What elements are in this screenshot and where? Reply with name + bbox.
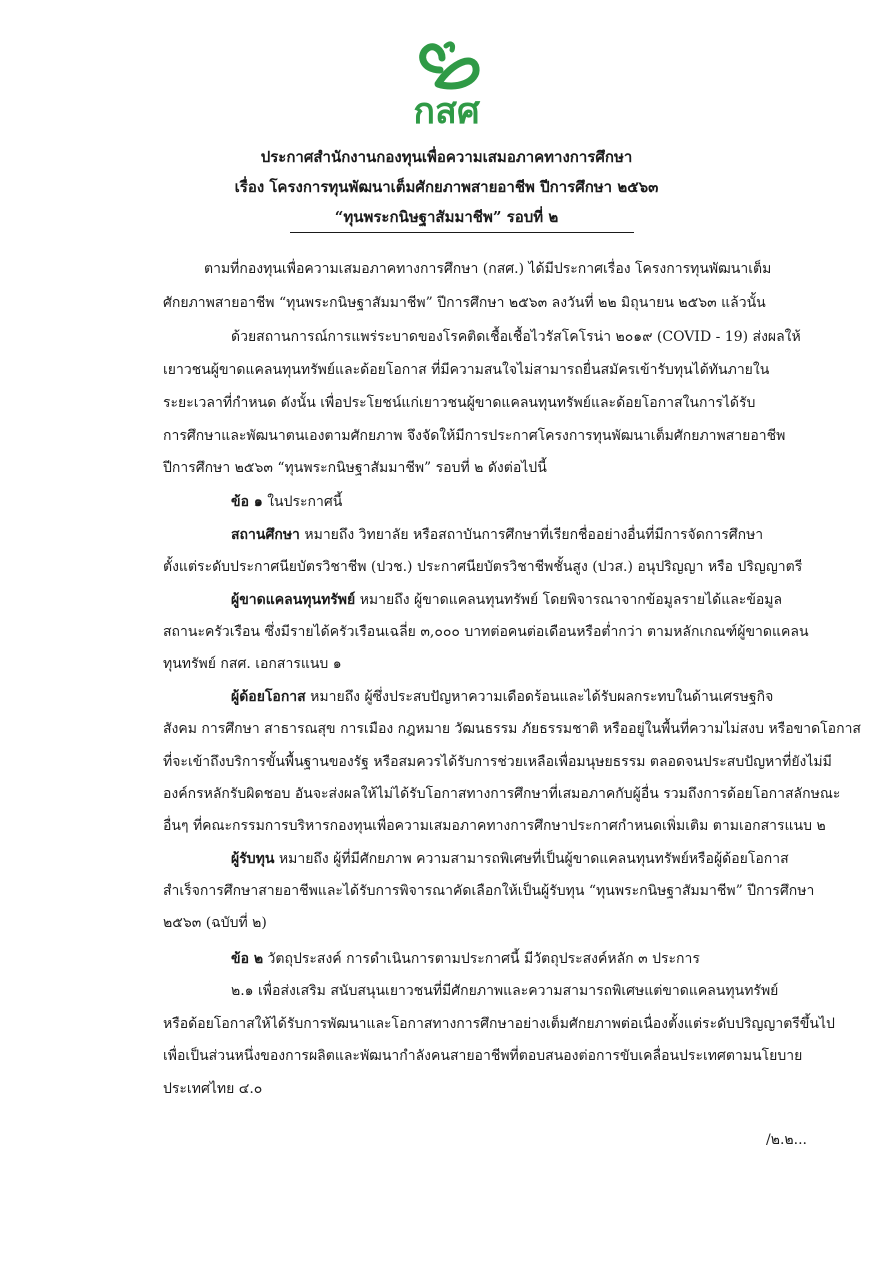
paragraph-line: ระยะเวลาที่กำหนด ดังนั้น เพื่อประโยชน์แก่เยาวชนผู้ขาดแคลนทุนทรัพย์และด้อยโอกาสในการได้รับ — [163, 395, 756, 411]
paragraph-line: ตามที่กองทุนเพื่อความเสมอภาคทางการศึกษา (กสศ.) ได้มีประกาศเรื่อง โครงการทุนพัฒนาเต็ม — [204, 261, 772, 277]
logo-text: กสศ — [413, 91, 480, 132]
definition-term: สถานศึกษา — [231, 527, 300, 543]
definition-poor — [231, 590, 782, 610]
paragraph-line: ศักยภาพสายอาชีพ “ทุนพระกนิษฐาสัมมาชีพ” ปีการศึกษา ๒๕๖๓ ลงวันที่ ๒๒ มิถุนายน ๒๕๖๓ แล้วนั้น — [163, 295, 766, 311]
clause-number: ข้อ ๑ — [231, 494, 263, 510]
paragraph-line: ทุนทรัพย์ กสศ. เอกสารแนบ ๑ — [163, 656, 342, 672]
paragraph-line: สำเร็จการศึกษาสายอาชีพและได้รับการพิจารณาคัดเลือกให้เป็นผู้รับทุน “ทุนพระกนิษฐาสัมมาชีพ” ปีการศึกษา — [163, 883, 815, 899]
header-divider — [290, 232, 634, 233]
definition-text: หมายถึง วิทยาลัย หรือสถาบันการศึกษาที่เรียกชื่ออย่างอื่นที่มีการจัดการศึกษา — [299, 527, 764, 543]
header-scholarship-name: “ทุนพระกนิษฐาสัมมาชีพ” รอบที่ ๒ — [334, 208, 559, 226]
paragraph-line: ปีการศึกษา ๒๕๖๓ “ทุนพระกนิษฐาสัมมาชีพ” รอบที่ ๒ ดังต่อไปนี้ — [163, 460, 547, 476]
definition-disadvantaged — [231, 687, 773, 707]
clause-1 — [231, 492, 342, 512]
paragraph-line: ๒๕๖๓ (ฉบับที่ ๒) — [163, 915, 267, 931]
paragraph-line: องค์กรหลักรับผิดชอบ อันจะส่งผลให้ไม่ได้รับโอกาสทางการศึกษาที่เสมอภาคกับผู้อื่น รวมถึงการด้อยโอกาสลักษณะ — [163, 786, 841, 802]
paragraph-line: การศึกษาและพัฒนาตนเองตามศักยภาพ จึงจัดให้มีการประกาศโครงการทุนพัฒนาเต็มศักยภาพสายอาชีพ — [163, 428, 786, 444]
clause-2 — [231, 949, 700, 969]
definition-recipient — [231, 849, 789, 869]
logo — [0, 40, 893, 132]
clause-text: ในประกาศนี้ — [262, 494, 343, 510]
definition-term: ผู้ด้อยโอกาส — [231, 689, 306, 705]
definition-text: หมายถึง ผู้ที่มีศักยภาพ ความสามารถพิเศษที่เป็นผู้ขาดแคลนทุนทรัพย์หรือผู้ด้อยโอกาส — [274, 851, 789, 867]
paragraph-line: อื่นๆ ที่คณะกรรมการบริหารกองทุนเพื่อความเสมอภาคทางการศึกษาประกาศกำหนดเพิ่มเติม ตามเอกสารแนบ ๒ — [163, 818, 826, 834]
clause-text: วัตถุประสงค์ การดำเนินการตามประกาศนี้ มีวัตถุประสงค์หลัก ๓ ประการ — [263, 951, 700, 967]
clause-number: ข้อ ๒ — [231, 951, 264, 967]
paragraph-line: สถานะครัวเรือน ซึ่งมีรายได้ครัวเรือนเฉลี่ย ๓,๐๐๐ บาทต่อคนต่อเดือนหรือต่ำกว่า ตามหลักเกณฑ์ผู้ขาดแคลน — [163, 624, 809, 640]
paragraph-line: สังคม การศึกษา สาธารณสุข การเมือง กฎหมาย วัฒนธรรม ภัยธรรมชาติ หรืออยู่ในพื้นที่ความไม่สงบ หรือขาดโอกาส — [163, 721, 861, 737]
header-title: ประกาศสำนักงานกองทุนเพื่อความเสมอภาคทางการศึกษา — [260, 148, 633, 166]
paragraph-line: ประเทศไทย ๔.๐ — [163, 1081, 263, 1097]
definition-term: ผู้รับทุน — [231, 851, 275, 867]
definition-text: หมายถึง ผู้ซึ่งประสบปัญหาความเดือดร้อนและได้รับผลกระทบในด้านเศรษฐกิจ — [305, 689, 774, 705]
paragraph-line: ที่จะเข้าถึงบริการขั้นพื้นฐานของรัฐ หรือสมควรได้รับการช่วยเหลือเพื่อมนุษยธรรม ตลอดจนประสบปัญหาที่ยังไม่มี — [163, 754, 832, 770]
page-continuation: /๒.๒... — [766, 1132, 807, 1148]
paragraph-line: ตั้งแต่ระดับประกาศนียบัตรวิชาชีพ (ปวช.) ประกาศนียบัตรวิชาชีพชั้นสูง (ปวส.) อนุปริญญา หรือ ปริญญาตรี — [163, 559, 803, 575]
definition-text: หมายถึง ผู้ขาดแคลนทุนทรัพย์ โดยพิจารณาจากข้อมูลรายได้และข้อมูล — [355, 592, 783, 608]
paragraph-line: ด้วยสถานการณ์การแพร่ระบาดของโรคติดเชื้อเชื้อไวรัสโคโรน่า ๒๐๑๙ (COVID - 19) ส่งผลให้ — [231, 329, 801, 345]
header-subject: เรื่อง โครงการทุนพัฒนาเต็มศักยภาพสายอาชีพ ปีการศึกษา ๒๕๖๓ — [234, 178, 659, 196]
definition-school — [231, 525, 763, 545]
leaf-icon — [412, 40, 482, 96]
paragraph-line: หรือด้อยโอกาสให้ได้รับการพัฒนาและโอกาสทางการศึกษาอย่างเต็มศักยภาพต่อเนื่องตั้งแต่ระดับปริญญาตรีขึ้นไป — [163, 1016, 835, 1032]
definition-term: ผู้ขาดแคลนทุนทรัพย์ — [231, 592, 356, 608]
paragraph-line: เพื่อเป็นส่วนหนึ่งของการผลิตและพัฒนากำลังคนสายอาชีพที่ตอบสนองต่อการขับเคลื่อนประเทศตามนโยบาย — [163, 1048, 803, 1064]
document-header — [0, 142, 893, 232]
paragraph-line: เยาวชนผู้ขาดแคลนทุนทรัพย์และด้อยโอกาส ที่มีความสนใจไม่สามารถยื่นสมัครเข้ารับทุนได้ทันภายใน — [163, 362, 770, 378]
paragraph-line: ๒.๑ เพื่อส่งเสริม สนับสนุนเยาวชนที่มีศักยภาพและความสามารถพิเศษแต่ขาดแคลนทุนทรัพย์ — [231, 983, 779, 999]
